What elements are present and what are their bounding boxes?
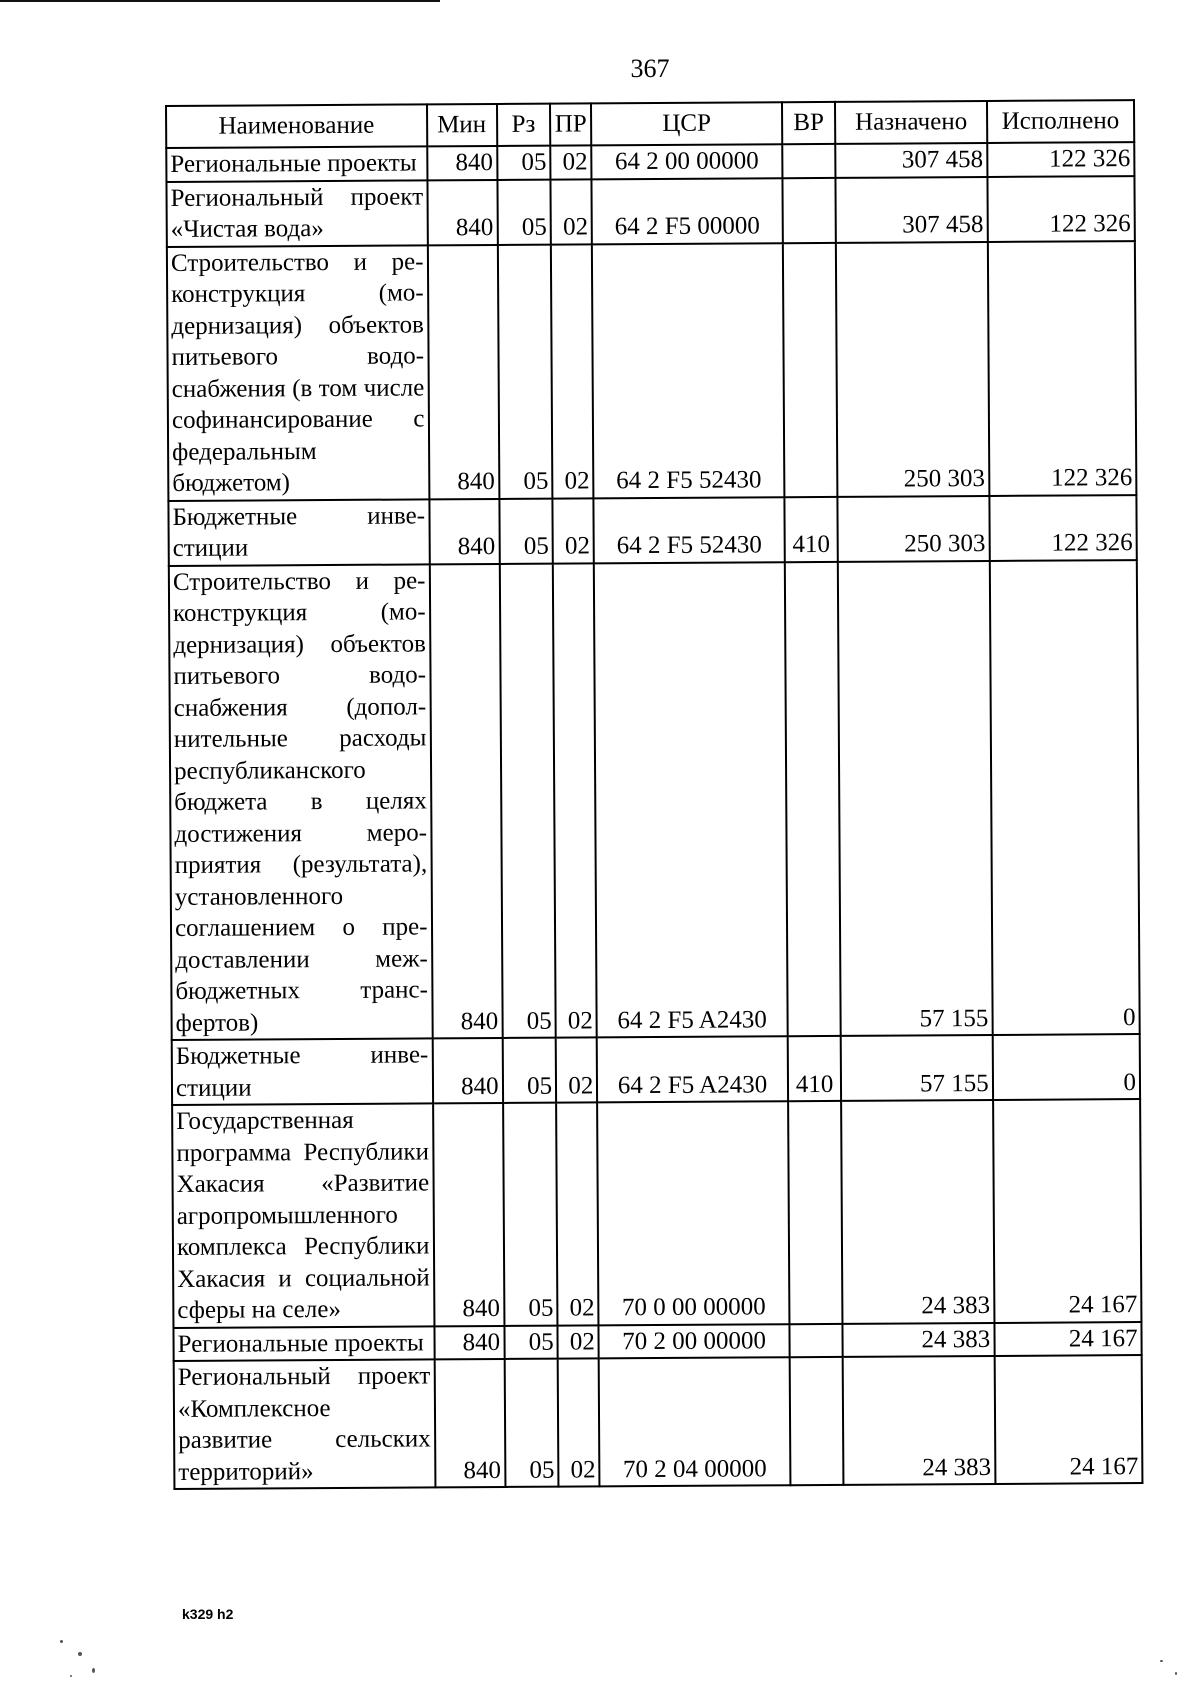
cell-pr: 02 [556, 1037, 598, 1102]
cell-pr: 02 [551, 244, 594, 498]
cell-assigned: 307 458 [836, 143, 988, 177]
scan-speck [92, 1668, 95, 1673]
cell-pr: 02 [550, 145, 591, 179]
cell-assigned: 24 383 [843, 1356, 995, 1485]
cell-min: 840 [427, 244, 499, 498]
cell-assigned: 307 458 [836, 176, 988, 242]
cell-min: 840 [429, 563, 502, 1038]
cell-name: Региональные проекты [173, 1326, 434, 1361]
table-row [166, 176, 1134, 247]
page-number: 367 [630, 54, 670, 83]
cell-executed: 122 326 [987, 176, 1135, 242]
header-executed: Исполнено [987, 100, 1135, 143]
cell-pr: 02 [558, 1325, 599, 1359]
cell-csr: 70 0 00 00000 [597, 1101, 789, 1325]
cell-vr: 410 [784, 496, 838, 561]
cell-csr: 64 2 F5 A2430 [597, 1036, 788, 1102]
cell-csr: 64 2 F5 52430 [592, 243, 784, 498]
cell-min: 840 [427, 179, 497, 244]
table-row [172, 1099, 1141, 1327]
cell-rz: 05 [497, 244, 552, 498]
cell-rz: 05 [499, 563, 555, 1038]
cell-pr: 02 [558, 1358, 600, 1486]
cell-min: 840 [433, 1103, 504, 1326]
cell-name: Региональный проект «Чистая вода» [166, 180, 427, 247]
table-body [166, 142, 1142, 1489]
cell-min: 840 [434, 1325, 504, 1359]
cell-executed: 0 [992, 1034, 1140, 1100]
cell-executed: 122 326 [988, 241, 1137, 496]
header-assigned: Назначено [835, 101, 987, 144]
cell-executed: 24 167 [994, 1322, 1141, 1356]
header-pr: ПР [550, 103, 591, 145]
table-row [174, 1355, 1143, 1489]
cell-assigned: 24 383 [841, 1100, 994, 1323]
cell-csr: 70 2 00 00000 [599, 1324, 790, 1359]
cell-vr [783, 242, 838, 496]
cell-name: Бюджетные инвестиции [172, 1038, 433, 1105]
cell-executed: 24 167 [994, 1355, 1142, 1484]
header-csr: ЦСР [591, 102, 782, 145]
cell-executed: 24 167 [993, 1099, 1142, 1322]
table-row [172, 1034, 1140, 1105]
scan-speck [70, 1675, 72, 1677]
cell-assigned: 250 303 [838, 495, 990, 561]
cell-pr: 02 [556, 1102, 599, 1325]
cell-csr: 64 2 F5 00000 [592, 178, 783, 244]
cell-csr: 64 2 F5 A2430 [594, 562, 787, 1038]
cell-vr [785, 561, 841, 1036]
cell-name: Региональный проект «Комплексное развитие сельских территорий» [174, 1359, 435, 1489]
cell-vr: 410 [787, 1036, 841, 1101]
header-min: Мин [427, 104, 497, 146]
cell-assigned: 24 383 [843, 1322, 995, 1356]
cell-rz: 05 [497, 179, 551, 244]
header-name: Наименование [166, 104, 427, 148]
scan-top-edge-line [0, 0, 440, 2]
cell-csr: 70 2 04 00000 [599, 1357, 790, 1486]
table-header-row [166, 100, 1134, 148]
cell-min: 840 [429, 498, 499, 563]
cell-vr [789, 1357, 843, 1485]
cell-vr [782, 177, 836, 242]
cell-executed: 122 326 [989, 495, 1137, 561]
cell-rz: 05 [504, 1359, 558, 1487]
footer-code: k329 h2 [182, 1606, 234, 1622]
cell-executed: 122 326 [987, 142, 1134, 176]
cell-rz: 05 [497, 146, 551, 180]
scan-speck [1160, 1660, 1163, 1662]
cell-rz: 05 [499, 498, 553, 563]
cell-min: 840 [427, 146, 497, 180]
scan-speck [78, 1652, 82, 1656]
cell-name: Региональные проекты [166, 146, 427, 181]
cell-assigned: 250 303 [836, 241, 989, 496]
cell-pr: 02 [553, 498, 595, 563]
header-rz: Рз [497, 104, 551, 146]
cell-rz: 05 [504, 1325, 558, 1359]
cell-vr [782, 144, 836, 178]
cell-name: Строительство и реконструкция (модернизация) объектов питьевого водоснабжения (в том числе софинансирование с федеральным бюджетом) [167, 245, 429, 501]
table-row [168, 495, 1136, 566]
cell-pr: 02 [553, 563, 597, 1038]
budget-table [165, 99, 1143, 1490]
cell-name: Бюджетные инвестиции [168, 499, 429, 566]
scan-speck [1175, 1672, 1177, 1675]
cell-min: 840 [434, 1359, 505, 1487]
table-row [167, 241, 1137, 501]
cell-assigned: 57 155 [838, 560, 992, 1035]
scan-speck [60, 1640, 63, 1643]
cell-executed: 0 [990, 560, 1140, 1035]
cell-name: Строительство и реконструкция (модернизация) объектов питьевого водоснабжения (дополнительные расходы республиканского бюджета в целях достижения мероприятия (результата), установленного соглашением о предоставлении межбюджетных трансфертов) [169, 564, 432, 1040]
cell-name: Государственная программа Республики Хакасия «Развитие агропромышленного комплекса Республики Хакасия и социальной сферы на селе» [172, 1103, 434, 1327]
cell-vr [788, 1101, 843, 1324]
cell-vr [789, 1323, 843, 1357]
cell-csr: 64 2 F5 52430 [594, 497, 785, 563]
table-row [169, 560, 1140, 1040]
cell-min: 840 [432, 1038, 502, 1103]
header-vr: ВР [782, 102, 836, 144]
cell-assigned: 57 155 [841, 1035, 993, 1101]
cell-rz: 05 [503, 1103, 558, 1326]
cell-pr: 02 [551, 179, 593, 244]
cell-rz: 05 [502, 1038, 556, 1103]
cell-csr: 64 2 00 00000 [592, 144, 783, 179]
